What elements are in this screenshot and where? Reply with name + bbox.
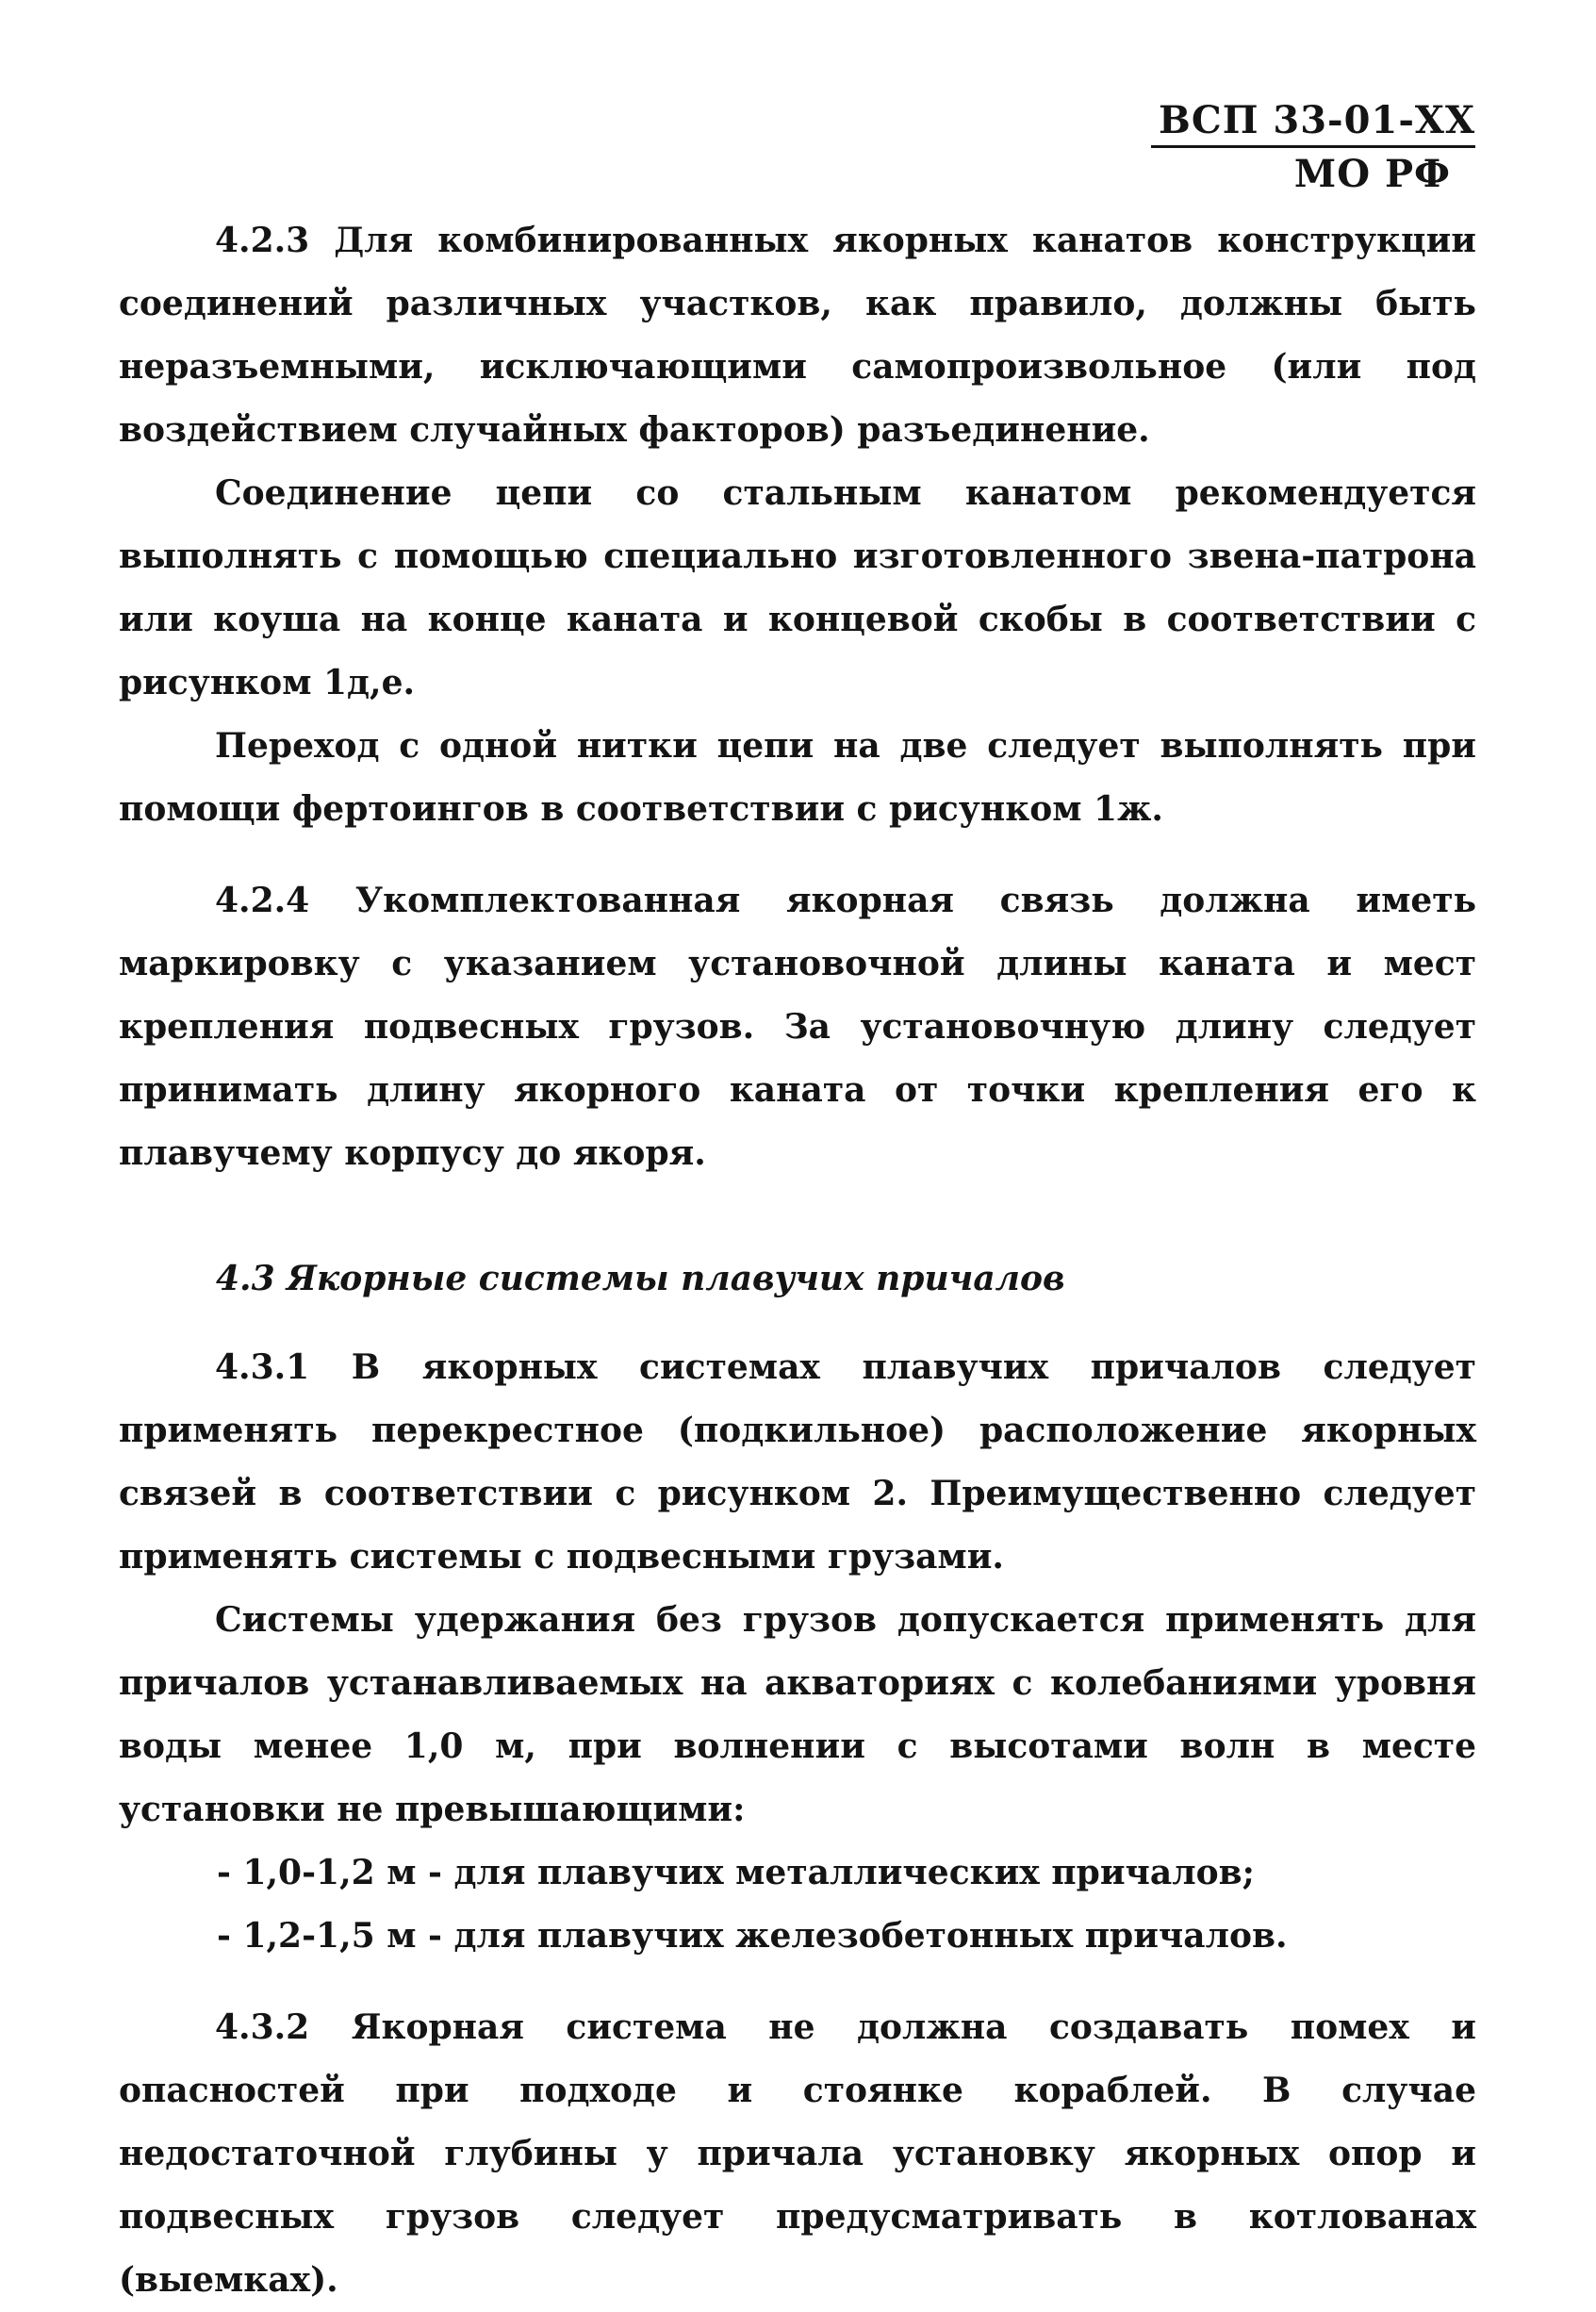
clause-4-2-3-paragraph: 4.2.3 Для комбинированных якорных канатов конструкции соединений различных участков, как правило, должны быть неразъемными, исключающими самопроизвольное (или под воздействием случайных факторов) разъединение. [119, 221, 1476, 450]
clause-4-2-4-paragraph: 4.2.4 Укомплектованная якорная связь должна иметь маркировку с указанием установочной длины каната и мест крепления подвесных грузов. За установочную длину следует принимать длину якорного каната от точки крепления его к плавучему корпусу до якоря. [119, 881, 1476, 1173]
document-code: ВСП 33-01-ХХ [1151, 98, 1475, 148]
clause-4-2-3-transition-paragraph: Переход с одной нитки цепи на две следует выполнять при помощи фертоингов в соответствии с рисунком 1ж. [119, 726, 1476, 829]
list-item-metal-piers: - 1,0-1,2 м - для плавучих металлических причалов; [217, 1853, 1255, 1892]
document-header [1151, 98, 1475, 197]
clause-4-3-1-paragraph: 4.3.1 В якорных системах плавучих причалов следует применять перекрестное (подкильное) расположение якорных связей в соответствии с рисунком 2. Преимущественно следует применять системы с подвесными грузами. [119, 1347, 1476, 1577]
clause-4-3-2-paragraph: 4.3.2 Якорная система не должна создавать помех и опасностей при подходе и стоянке кораблей. В случае недостаточной глубины у причала установку якорных опор и подвесных грузов следует предусматривать в котлованах (выемках). [119, 2007, 1476, 2300]
document-body [119, 209, 1476, 2312]
section-4-3-heading: 4.3 Якорные системы плавучих причалов [216, 1259, 1065, 1298]
list-item-concrete-piers: - 1,2-1,5 м - для плавучих железобетонных причалов. [217, 1916, 1288, 1956]
clause-4-2-3-chain-rope-paragraph: Соединение цепи со стальным канатом рекомендуется выполнять с помощью специально изготовленного звена-патрона или коуша на конце каната и концевой скобы в соответствии с рисунком 1д,е. [119, 473, 1476, 702]
document-organization: МО РФ [1293, 152, 1451, 196]
clause-4-3-1-no-weights-paragraph: Системы удержания без грузов допускается применять для причалов устанавливаемых на акваториях с колебаниями уровня воды менее 1,0 м, при волнении с высотами волн в месте установки не превышающими: [119, 1600, 1476, 1829]
